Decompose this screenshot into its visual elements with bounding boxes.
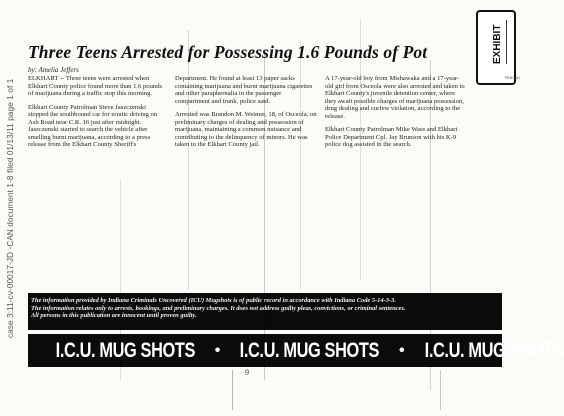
paragraph: ELKHART -- Three teens were arrested when Elkhart County police found more than 1.6 pounds of marijuana during a traffic stop this morning. xyxy=(28,75,163,97)
scan-streak xyxy=(232,370,233,410)
paragraph: Elkhart County Patrolman Mike Wass and Elkhart Police Department Cpl. Jay Brunson with his K-9 police dog assisted in the search. xyxy=(325,126,458,148)
article-byline: by: Amelia Jeffers xyxy=(28,66,79,74)
paragraph: Elkhart County Patrolman Steve Jaszczenski stopped the southbound car for erratic driving on Ash Road near C.R. 16 just after midnight. Jaszczenski started to search the vehicle after smelling burnt marijuana, according to a press release from the Elkhart County Sheriff's xyxy=(28,103,158,148)
banner-separator: • xyxy=(214,341,221,359)
paragraph: Arrested was Brandon M. Weimer, 18, of Osceola, on preliminary charges of dealing and possession of marijuana, maintaining a common nuisance and contributing to the delinquency of minors. He was taken to the Elkhart County jail. xyxy=(175,111,317,148)
exhibit-signature-line xyxy=(506,20,507,64)
paragraph: Department. He found at least 13 paper sacks containing marijuana and burnt marijuana cigarettes and other paraphernalia in the passenger compartment and trunk, police said. xyxy=(175,75,313,105)
exhibit-brand: PENGAD xyxy=(505,76,520,80)
exhibit-sticker xyxy=(476,10,520,85)
banner-segment: I.C.U. MUG SHOTS xyxy=(424,338,564,362)
scan-streak xyxy=(430,60,431,390)
banner-segment: I.C.U. MUG SHOTS xyxy=(239,338,380,362)
exhibit-label: EXHIBIT xyxy=(492,24,503,64)
banner-segment: I.C.U. MUG SHOTS xyxy=(55,338,196,362)
article-headline: Three Teens Arrested for Possessing 1.6 Pounds of Pot xyxy=(28,42,428,62)
scan-streak xyxy=(300,40,301,290)
banner-separator: • xyxy=(398,341,405,359)
disclaimer-line: The information provided by Indiana Criminals Uncovered (ICU) Mugshots is of public record in accordance with Indiana Code 5-14-3-3. xyxy=(31,297,396,304)
article-column-3 xyxy=(325,75,465,155)
scan-streak xyxy=(360,20,361,280)
scan-streak xyxy=(120,180,121,380)
disclaimer-line: The information relates only to arrests, bookings, and preliminary charges. It does not address guilty pleas, convictions, or criminal sentences. xyxy=(31,304,406,312)
article-column-1 xyxy=(28,75,165,155)
court-filing-stamp: case 3:11-cv-00017-JD -CAN document 1-8 filed 01/13/11 page 1 of 1 xyxy=(6,78,15,338)
page-number: 9 xyxy=(245,368,249,377)
scan-streak xyxy=(188,30,189,290)
scan-streak xyxy=(440,370,441,410)
article-column-2 xyxy=(175,75,317,155)
scan-streak xyxy=(264,50,265,380)
paragraph: A 17-year-old boy from Mishawaka and a 17-year-old girl from Osceola were also arrested and taken to Elkhart County's juvenile detention center, where they await possible charges of marijuana possession, drug dealing and curfew violation, according to the release. xyxy=(325,75,465,120)
disclaimer-line: All persons in this publication are innocent until proven guilty. xyxy=(31,312,197,320)
